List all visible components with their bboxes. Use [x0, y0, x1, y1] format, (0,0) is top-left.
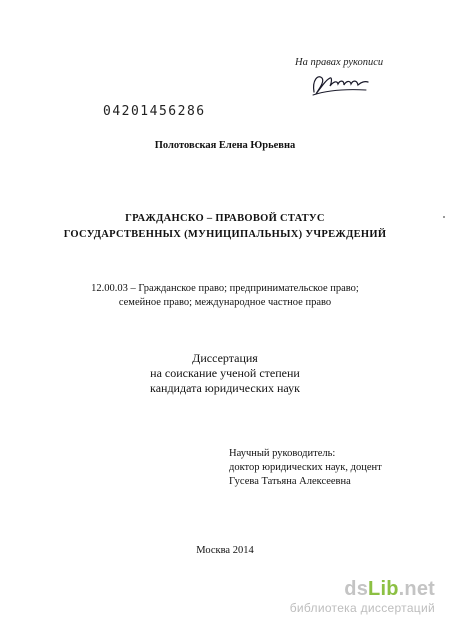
rights-note: На правах рукописи [295, 57, 384, 68]
supervisor-name: Гусева Татьяна Алексеевна [229, 476, 351, 487]
watermark-logo-ds: ds [344, 578, 369, 600]
degree-line-2: на соискание ученой степени [150, 366, 300, 380]
scan-speck [443, 216, 445, 218]
specialty-line-2: семейное право; международное частное право [118, 297, 332, 308]
document-number: 04201456286 [103, 104, 206, 119]
watermark-logo-net: .net [398, 578, 435, 600]
dissertation-title [0, 211, 450, 243]
watermark-subtitle: библиотека диссертаций [289, 601, 435, 615]
city-year: Москва 2014 [196, 545, 254, 556]
supervisor-label: Научный руководитель: [229, 448, 336, 459]
supervisor-block [229, 447, 382, 489]
specialty [0, 282, 450, 310]
author-name: Полотовская Елена Юрьевна [154, 140, 296, 151]
title-line-1: ГРАЖДАНСКО – ПРАВОВОЙ СТАТУС [125, 213, 325, 224]
degree-line-3: кандидата юридических наук [150, 381, 300, 395]
watermark [279, 578, 441, 618]
specialty-line-1: 12.00.03 – Гражданское право; предпринимательское право; [91, 283, 359, 294]
title-line-2: ГОСУДАРСТВЕННЫХ (МУНИЦИПАЛЬНЫХ) УЧРЕЖДЕНИЙ [63, 229, 387, 240]
watermark-logo-lib: Lib [368, 578, 399, 600]
degree-line-1: Диссертация [192, 351, 258, 365]
handwritten-signature [308, 68, 372, 102]
supervisor-degree: доктор юридических наук, доцент [229, 462, 382, 473]
degree-statement [0, 351, 450, 396]
watermark-logo [344, 578, 435, 601]
